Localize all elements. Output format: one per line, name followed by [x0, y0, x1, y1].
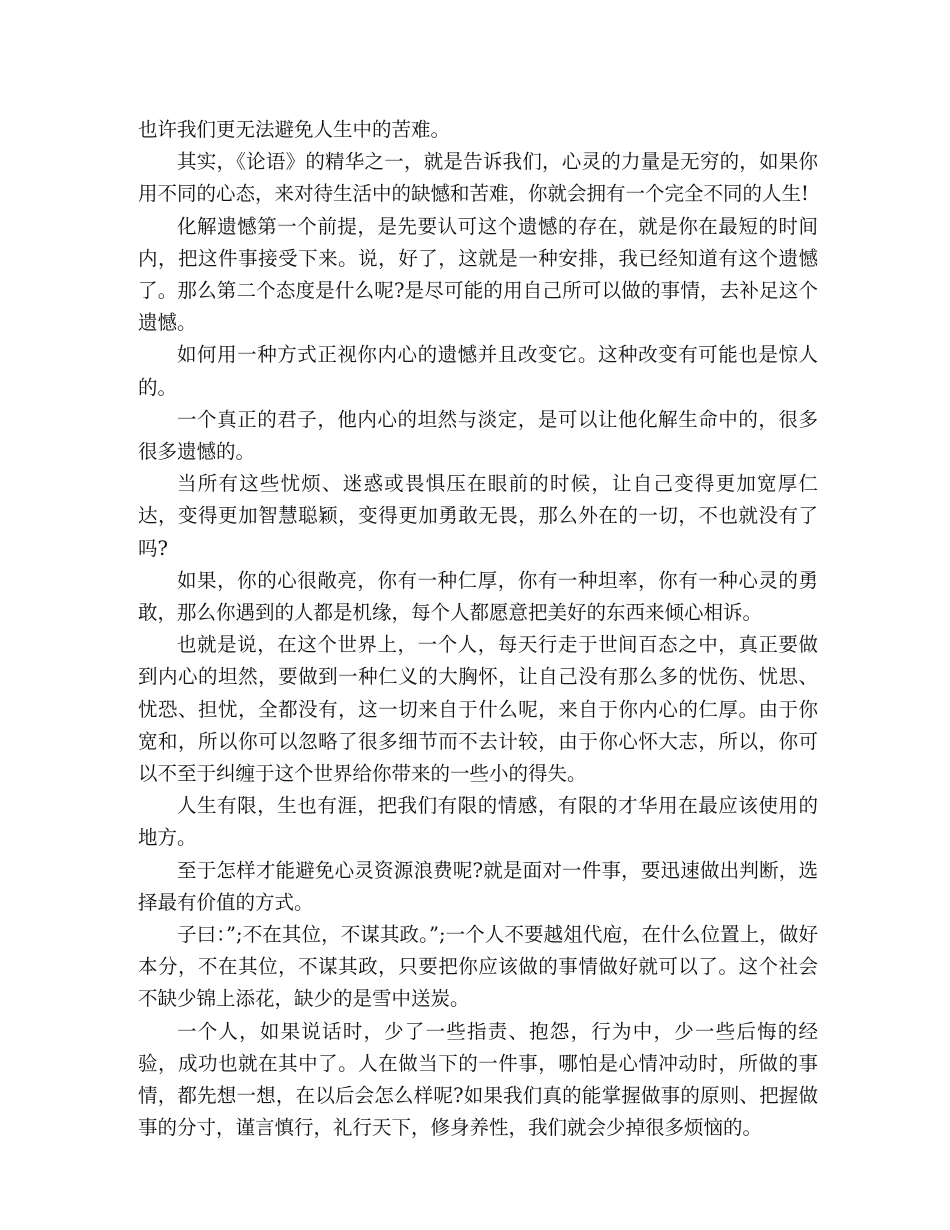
paragraph: 如何用一种方式正视你内心的遗憾并且改变它。这种改变有可能也是惊人的。: [138, 343, 818, 399]
paragraph: 如果，你的心很敞亮，你有一种仁厚，你有一种坦率，你有一种心灵的勇敢，那么你遇到的人都是机缘，每个人都愿意把美好的东西来倾心相诉。: [138, 568, 818, 625]
paragraph-continuation: 也许我们更无法避免人生中的苦难。: [138, 118, 451, 141]
paragraph: 其实，《论语》的精华之一，就是告诉我们，心灵的力量是无穷的，如果你用不同的心态，来对待生活中的缺憾和苦难，你就会拥有一个完全不同的人生!: [138, 150, 818, 206]
paragraph: 化解遗憾第一个前提，是先要认可这个遗憾的存在，就是你在最短的时间内，把这件事接受下来。说，好了，这就是一种安排，我已经知道有这个遗憾了。那么第二个态度是什么呢?是尽可能的用自己所可以做的事情，去补足这个遗憾。: [138, 214, 818, 335]
paragraph: 也就是说，在这个世界上，一个人，每天行走于世间百态之中，真正要做到内心的坦然，要做到一种仁义的大胸怀，让自己没有那么多的忧伤、忧思、忧恐、担忧，全都没有，这一切来自于什么呢，来自于你内心的仁厚。由于你宽和，所以你可以忽略了很多细节而不去计较，由于你心怀大志，所以，你可以不至于纠缠于这个世界给你带来的一些小的得失。: [138, 633, 818, 786]
paragraph: 至于怎样才能避免心灵资源浪费呢?就是面对一件事，要迅速做出判断，选择最有价值的方式。: [138, 858, 818, 914]
paragraph: 一个人，如果说话时，少了一些指责、抱怨，行为中，少一些后悔的经验，成功也就在其中了。人在做当下的一件事，哪怕是心情冲动时，所做的事情，都先想一想，在以后会怎么样呢?如果我们真的能掌握做事的原则、把握做事的分寸，谨言慎行，礼行天下，修身养性，我们就会少掉很多烦恼的。: [138, 1019, 818, 1140]
paragraph: 一个真正的君子，他内心的坦然与淡定，是可以让他化解生命中的，很多很多遗憾的。: [138, 407, 818, 464]
document-body: [138, 114, 818, 1145]
paragraph: 子曰：”;不在其位，不谋其政。”;一个人不要越俎代庖，在什么位置上，做好本分，不在其位，不谋其政，只要把你应该做的事情做好就可以了。这个社会不缺少锦上添花，缺少的是雪中送炭。: [138, 923, 818, 1011]
paragraph: 人生有限，生也有涯，把我们有限的情感，有限的才华用在最应该使用的地方。: [138, 794, 818, 850]
paragraph: 当所有这些忧烦、迷惑或畏惧压在眼前的时候，让自己变得更加宽厚仁达，变得更加智慧聪颖，变得更加勇敢无畏，那么外在的一切，不也就没有了吗?: [138, 472, 818, 560]
